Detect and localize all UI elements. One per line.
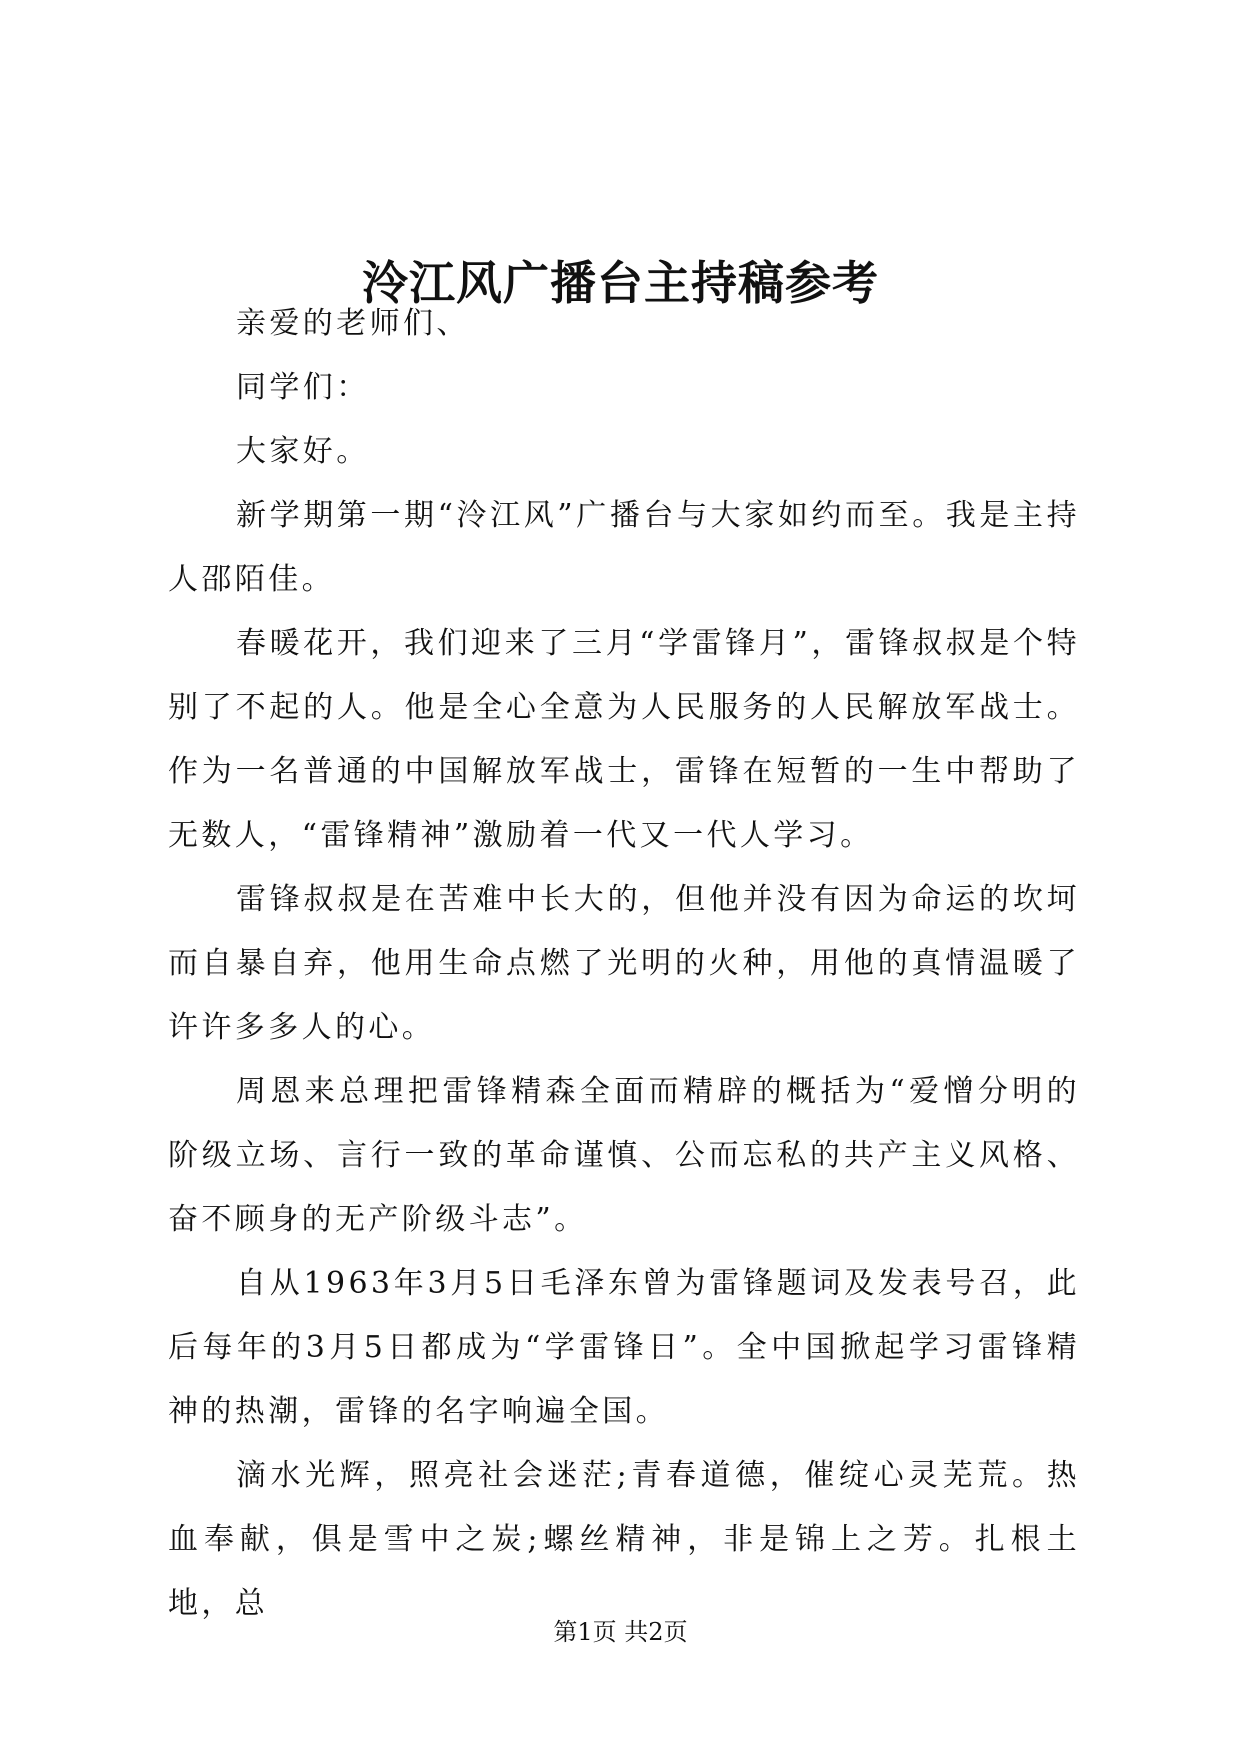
paragraph-spring: 春暖花开，我们迎来了三月“学雷锋月”，雷锋叔叔是个特别了不起的人。他是全心全意为人民服务的人民解放军战士。作为一名普通的中国解放军战士，雷锋在短暂的一生中帮助了无数人，“雷锋精神”激励着一代又一代人学习。 [168,626,1080,853]
paragraph-hello: 大家好。 [236,434,370,469]
paragraph-intro: 新学期第一期“泠江风”广播台与大家如约而至。我是主持人邵陌佳。 [168,498,1080,597]
paragraph-greeting-teachers: 亲爱的老师们、 [236,306,470,341]
paragraph-1963: 自从1963年3月5日毛泽东曾为雷锋题词及发表号召，此后每年的3月5日都成为“学雷锋日”。全中国掀起学习雷锋精神的热潮，雷锋的名字响遍全国。 [168,1266,1080,1429]
paragraph-drops: 滴水光辉，照亮社会迷茫;青春道德，催绽心灵芜荒。热血奉献，俱是雪中之炭;螺丝精神，非是锦上之芳。扎根土地，总 [168,1458,1080,1621]
document-body [168,292,1080,1636]
page-number-footer: 第1页 共2页 [553,1618,688,1646]
document-title: 泠江风广播台主持稿参考 [362,255,879,310]
paragraph-zhou-enlai: 周恩来总理把雷锋精森全面而精辟的概括为“爱憎分明的阶级立场、言行一致的革命谨慎、公而忘私的共产主义风格、奋不顾身的无产阶级斗志”。 [168,1074,1080,1237]
paragraph-hardship: 雷锋叔叔是在苦难中长大的，但他并没有因为命运的坎坷而自暴自弃，他用生命点燃了光明的火种，用他的真情温暖了许许多多人的心。 [168,882,1080,1045]
paragraph-greeting-students: 同学们： [236,370,370,405]
